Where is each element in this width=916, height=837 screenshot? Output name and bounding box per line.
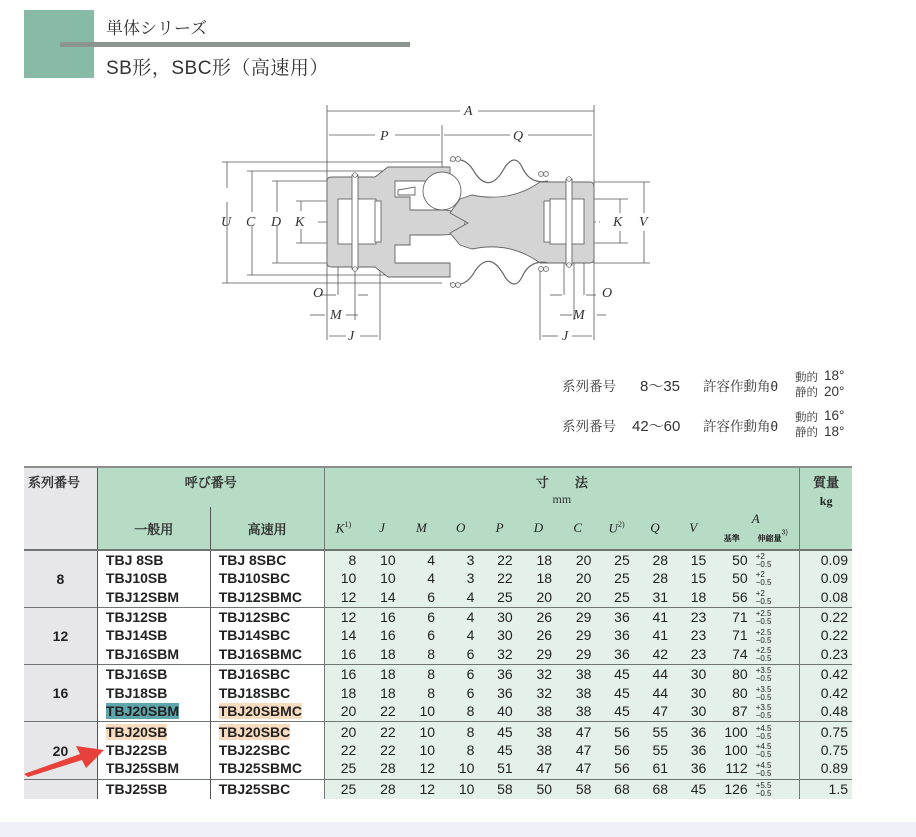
dim-o-cell: 6 [441,665,480,685]
header-mass-label: 質量 [813,475,840,490]
general-model-cell: TBJ16SBM [97,645,210,665]
general-model-cell: TBJ25SBM [97,759,210,779]
dim-a-tolerance-cell: +2.5 −0.5 [752,627,800,644]
series-label: 単体シリーズ [106,19,208,38]
dim-j-cell: 22 [362,702,401,722]
dim-c-cell: 47 [558,722,597,742]
general-model-cell: TBJ22SB [97,742,210,759]
dim-m-cell: 8 [402,645,441,665]
dynamic-value: 16° [824,408,845,423]
svg-text:O: O [313,286,324,301]
dim-j-cell: 18 [362,685,401,702]
page-title: SB形，SBC形（高速用） [106,58,329,79]
angle-note-1 [562,368,862,404]
highspeed-model-cell: TBJ16SBC [210,665,324,685]
dim-p-cell: 45 [480,742,518,759]
dim-k-cell: 12 [324,587,362,607]
dim-o-cell: 10 [441,779,480,799]
mass-cell: 0.22 [800,627,852,644]
dim-p-cell: 25 [480,587,518,607]
header-col-u: $U^{2)}$ [597,507,635,550]
dim-d-cell: 32 [519,685,558,702]
header-high-speed: 高速用 [210,507,324,550]
dim-a-tolerance-cell: +4.5 −0.5 [752,759,800,779]
dynamic-label: 動的 [795,372,818,384]
highspeed-model-cell: TBJ18SBC [210,685,324,702]
dim-m-cell: 10 [402,722,441,742]
dim-v-cell: 23 [674,627,712,644]
highspeed-model-cell: TBJ25SBC [210,779,324,799]
dim-u-cell: 68 [597,779,635,799]
dim-k-cell: 18 [324,685,362,702]
svg-text:K: K [295,215,305,230]
dim-k-cell: 16 [324,645,362,665]
dim-o-cell: 4 [441,587,480,607]
dim-q-cell: 41 [636,607,674,627]
dim-a-tolerance-cell: +3.5 −0.5 [752,685,800,702]
dim-d-cell: 26 [519,627,558,644]
dim-p-cell: 32 [480,645,518,665]
highspeed-model-cell: TBJ12SBC [210,607,324,627]
dim-k-cell: 10 [324,570,362,587]
svg-text:Q: Q [513,129,524,144]
header-mass-unit: kg [819,494,833,508]
static-value: 20° [824,384,845,399]
dim-u-cell: 45 [597,685,635,702]
dim-k-cell: 8 [324,550,362,570]
dim-d-cell: 38 [519,702,558,722]
viewer-bottom-bar [0,822,916,837]
dim-c-cell: 20 [558,550,597,570]
mass-cell: 0.48 [800,702,852,722]
header-unit: mm [552,492,572,506]
dim-a-tolerance-cell: +2 −0.5 [752,587,800,607]
series-number-label: 系列番号 [562,379,616,394]
dim-o-cell: 10 [441,759,480,779]
mass-cell: 0.75 [800,722,852,742]
dim-p-cell: 40 [480,702,518,722]
dim-u-cell: 25 [597,587,635,607]
dim-a-cell: 80 [712,665,751,685]
static-label: 静的 [795,387,818,399]
dim-q-cell: 44 [636,685,674,702]
dim-k-cell: 14 [324,627,362,644]
dim-c-cell: 29 [558,627,597,644]
dim-v-cell: 30 [674,665,712,685]
dynamic-value: 18° [824,368,845,383]
dim-u-cell: 56 [597,759,635,779]
dim-u-cell: 25 [597,550,635,570]
dim-p-cell: 30 [480,627,518,644]
highspeed-model-cell: TBJ14SBC [210,627,324,644]
dim-d-cell: 26 [519,607,558,627]
highspeed-model-cell: TBJ10SBC [210,570,324,587]
dim-u-cell: 56 [597,742,635,759]
svg-text:U: U [221,215,232,230]
table-row [24,779,852,799]
mass-cell: 0.08 [800,587,852,607]
dim-j-cell: 18 [362,665,401,685]
highspeed-model-cell: TBJ12SBMC [210,587,324,607]
mass-cell: 0.42 [800,685,852,702]
series-range: 42～60 [632,418,681,435]
dim-a-tolerance-cell: +4.5 −0.5 [752,742,800,759]
header-col-p: P [480,507,518,550]
table-row [24,702,852,722]
dim-a-tolerance-cell: +3.5 −0.5 [752,665,800,685]
static-value: 18° [824,424,845,439]
table-row [24,550,852,570]
header-col-o: O [441,507,480,550]
dim-k-cell: 22 [324,742,362,759]
dim-o-cell: 3 [441,550,480,570]
general-model-cell: TBJ12SB [97,607,210,627]
dim-o-cell: 8 [441,702,480,722]
dim-k-cell: 12 [324,607,362,627]
mass-cell: 0.89 [800,759,852,779]
dim-a-tolerance-cell: +3.5 −0.5 [752,702,800,722]
dim-v-cell: 15 [674,550,712,570]
dim-j-cell: 28 [362,779,401,799]
dim-q-cell: 55 [636,742,674,759]
dim-d-cell: 18 [519,550,558,570]
general-model-cell: TBJ10SB [97,570,210,587]
general-model-cell: TBJ12SBM [97,587,210,607]
dim-d-cell: 18 [519,570,558,587]
svg-text:J: J [348,329,355,344]
dim-a-cell: 56 [712,587,751,607]
dim-v-cell: 23 [674,645,712,665]
dim-m-cell: 6 [402,587,441,607]
general-model-cell: TBJ14SB [97,627,210,644]
dim-k-cell: 16 [324,665,362,685]
dim-k-cell: 20 [324,722,362,742]
dim-o-cell: 8 [441,722,480,742]
dim-m-cell: 4 [402,570,441,587]
dim-q-cell: 28 [636,570,674,587]
dim-j-cell: 22 [362,742,401,759]
dim-a-cell: 74 [712,645,751,665]
dim-a-cell: 87 [712,702,751,722]
dim-j-cell: 14 [362,587,401,607]
dim-v-cell: 15 [674,570,712,587]
dim-m-cell: 8 [402,665,441,685]
dim-c-cell: 29 [558,645,597,665]
general-model-cell: TBJ20SB [97,722,210,742]
dim-k-cell: 20 [324,702,362,722]
table-row [24,587,852,607]
dim-q-cell: 61 [636,759,674,779]
table-row [24,570,852,587]
dim-v-cell: 36 [674,742,712,759]
highspeed-model-cell: TBJ 8SBC [210,550,324,570]
general-model-cell: TBJ 8SB [97,550,210,570]
dim-a-tolerance-cell: +2.5 −0.5 [752,607,800,627]
dim-u-cell: 36 [597,627,635,644]
dim-a-cell: 50 [712,550,751,570]
dim-o-cell: 4 [441,607,480,627]
series-number-cell: 16 [24,665,97,722]
table-row [24,645,852,665]
dim-p-cell: 51 [480,759,518,779]
dim-p-cell: 45 [480,722,518,742]
mass-cell: 0.09 [800,550,852,570]
dim-a-tolerance-cell: +2 −0.5 [752,570,800,587]
dim-v-cell: 30 [674,702,712,722]
table-row [24,665,852,685]
dim-m-cell: 10 [402,742,441,759]
general-model-cell: TBJ20SBM [97,702,210,722]
dim-o-cell: 8 [441,742,480,759]
dynamic-label: 動的 [795,412,818,424]
dim-v-cell: 23 [674,607,712,627]
dim-c-cell: 20 [558,570,597,587]
dim-q-cell: 41 [636,627,674,644]
dim-d-cell: 47 [519,759,558,779]
dim-c-cell: 20 [558,587,597,607]
dim-a-cell: 100 [712,742,751,759]
dim-u-cell: 56 [597,722,635,742]
series-number-cell: 8 [24,550,97,607]
header-col-c: C [558,507,597,550]
dim-a-cell: 126 [712,779,751,799]
mass-cell: 0.22 [800,607,852,627]
dim-q-cell: 31 [636,587,674,607]
header-col-m: M [402,507,441,550]
dim-m-cell: 12 [402,779,441,799]
dim-a-tolerance-cell: +4.5 −0.5 [752,722,800,742]
mass-cell: 0.75 [800,742,852,759]
svg-text:P: P [380,129,389,144]
dim-q-cell: 68 [636,779,674,799]
red-arrow-annotation [20,738,110,778]
dim-d-cell: 32 [519,665,558,685]
dim-u-cell: 45 [597,702,635,722]
dim-d-cell: 50 [519,779,558,799]
svg-text:C: C [246,215,256,230]
table-row [24,742,852,759]
svg-text:O: O [602,286,613,301]
highspeed-model-cell: TBJ16SBMC [210,645,324,665]
dim-c-cell: 38 [558,702,597,722]
mass-cell: 1.5 [800,779,852,799]
dim-u-cell: 36 [597,607,635,627]
table-row [24,627,852,644]
table-row [24,685,852,702]
dim-p-cell: 58 [480,779,518,799]
series-number-cell: 20 [24,722,97,779]
header-rule [60,42,410,47]
dim-p-cell: 22 [480,570,518,587]
header-col-q: Q [636,507,674,550]
mass-cell: 0.09 [800,570,852,587]
dim-u-cell: 45 [597,665,635,685]
dim-d-cell: 38 [519,722,558,742]
angle-note-2 [562,408,862,444]
header-col-k: $K^{1)}$ [324,507,362,550]
dim-a-cell: 71 [712,607,751,627]
header-col-j: J [362,507,401,550]
dim-c-cell: 47 [558,742,597,759]
dim-c-cell: 29 [558,607,597,627]
dim-p-cell: 22 [480,550,518,570]
dim-k-cell: 25 [324,779,362,799]
dim-o-cell: 3 [441,570,480,587]
dim-c-cell: 38 [558,685,597,702]
dim-k-cell: 25 [324,759,362,779]
dim-a-cell: 100 [712,722,751,742]
dim-j-cell: 16 [362,627,401,644]
dim-p-cell: 36 [480,685,518,702]
svg-text:K: K [613,215,623,230]
dim-o-cell: 4 [441,627,480,644]
dim-c-cell: 38 [558,665,597,685]
dim-a-cell: 50 [712,570,751,587]
coupling-cross-section-diagram [210,95,670,355]
highspeed-model-cell: TBJ20SBMC [210,702,324,722]
mass-cell: 0.23 [800,645,852,665]
svg-text:J: J [562,329,569,344]
angle-label: 許容作動角θ [703,419,779,434]
svg-text:V: V [639,215,648,230]
dim-p-cell: 36 [480,665,518,685]
header-model-number: 呼び番号 [97,467,324,507]
header-col-a: A 基準 伸縮量$^{3)}$ [712,507,799,550]
series-number-cell [24,779,97,799]
header-mass [800,467,852,550]
table-row [24,722,852,742]
dim-a-cell: 112 [712,759,751,779]
table-row [24,759,852,779]
dim-p-cell: 30 [480,607,518,627]
dim-v-cell: 45 [674,779,712,799]
dim-a-cell: 80 [712,685,751,702]
general-model-cell: TBJ16SB [97,665,210,685]
dim-j-cell: 18 [362,645,401,665]
dim-a-tolerance-cell: +2 −0.5 [752,550,800,570]
highspeed-model-cell: TBJ20SBC [210,722,324,742]
dim-m-cell: 8 [402,685,441,702]
series-number-cell: 12 [24,607,97,664]
dim-c-cell: 58 [558,779,597,799]
dim-label-a: A [464,104,473,119]
highspeed-model-cell: TBJ25SBMC [210,759,324,779]
specification-table [24,466,852,837]
dim-m-cell: 12 [402,759,441,779]
general-model-cell: TBJ25SB [97,779,210,799]
dim-v-cell: 36 [674,759,712,779]
dim-q-cell: 55 [636,722,674,742]
dim-a-tolerance-cell: +5.5 −0.5 [752,779,800,799]
dim-d-cell: 20 [519,587,558,607]
static-label: 静的 [795,427,818,439]
dim-o-cell: 6 [441,685,480,702]
general-model-cell: TBJ18SB [97,685,210,702]
dim-u-cell: 36 [597,645,635,665]
header-col-d: D [519,507,558,550]
dim-a-cell: 71 [712,627,751,644]
svg-text:M: M [330,308,342,323]
svg-text:M: M [573,308,585,323]
dim-c-cell: 47 [558,759,597,779]
series-range: 8～35 [640,378,681,395]
dim-m-cell: 10 [402,702,441,722]
table-row [24,607,852,627]
dim-a-tolerance-cell: +2.5 −0.5 [752,645,800,665]
dim-q-cell: 42 [636,645,674,665]
dim-j-cell: 10 [362,550,401,570]
dim-v-cell: 30 [674,685,712,702]
dim-q-cell: 28 [636,550,674,570]
svg-text:D: D [271,215,282,230]
dim-d-cell: 38 [519,742,558,759]
header-general-use: 一般用 [97,507,210,550]
dim-o-cell: 6 [441,645,480,665]
angle-label: 許容作動角θ [703,379,779,394]
header-dimensions-label: 寸 法 [535,475,588,490]
dim-q-cell: 44 [636,665,674,685]
dim-m-cell: 4 [402,550,441,570]
dim-m-cell: 6 [402,627,441,644]
header-dimensions [324,467,800,507]
dim-q-cell: 47 [636,702,674,722]
dim-u-cell: 25 [597,570,635,587]
dim-d-cell: 29 [519,645,558,665]
mass-cell: 0.42 [800,665,852,685]
dim-v-cell: 18 [674,587,712,607]
dim-m-cell: 6 [402,607,441,627]
dim-j-cell: 22 [362,722,401,742]
highspeed-model-cell: TBJ22SBC [210,742,324,759]
dim-j-cell: 16 [362,607,401,627]
dim-v-cell: 36 [674,722,712,742]
header-series-number: 系列番号 [24,467,97,550]
header-col-v: V [674,507,712,550]
dim-j-cell: 10 [362,570,401,587]
dim-j-cell: 28 [362,759,401,779]
series-number-label: 系列番号 [562,419,616,434]
